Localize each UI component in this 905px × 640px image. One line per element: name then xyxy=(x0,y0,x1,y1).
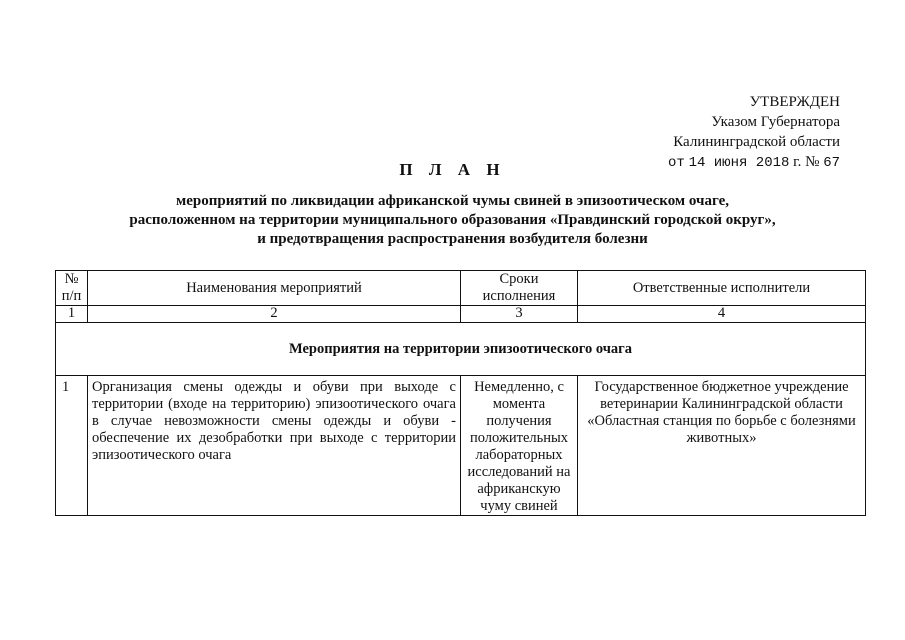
approval-date: 14 июня 2018 xyxy=(688,155,790,171)
approval-status: УТВЕРЖДЕН xyxy=(749,94,840,110)
column-number: 4 xyxy=(578,306,866,323)
document-title: П Л А Н xyxy=(399,160,506,179)
date-prefix: от xyxy=(668,155,685,171)
subtitle-line: и предотвращения распространения возбудителя болезни xyxy=(257,231,648,247)
section-row xyxy=(56,323,866,376)
header-name: Наименования мероприятий xyxy=(88,271,461,306)
row-term: Немедленно, с момента получения положительных лабораторных исследований на африканскую чуму свиней xyxy=(461,376,578,516)
section-title: Мероприятия на территории эпизоотического очага xyxy=(56,323,866,376)
document-subtitle xyxy=(60,192,845,249)
subtitle-line: расположенном на территории муниципального образования «Правдинский городской округ», xyxy=(129,212,776,228)
row-num: 1 xyxy=(56,376,88,516)
header-num: № п/п xyxy=(56,271,88,306)
table-header-row xyxy=(56,271,866,306)
column-number-row xyxy=(56,306,866,323)
column-number: 2 xyxy=(88,306,461,323)
subtitle-line: мероприятий по ликвидации африканской чумы свиней в эпизоотическом очаге, xyxy=(176,193,729,209)
approval-by: Указом Губернатора xyxy=(711,114,840,130)
column-number: 1 xyxy=(56,306,88,323)
decree-number: 67 xyxy=(823,155,840,171)
approval-region: Калининградской области xyxy=(673,134,840,150)
column-number: 3 xyxy=(461,306,578,323)
date-suffix: г. № xyxy=(793,154,820,170)
header-term: Сроки исполнения xyxy=(461,271,578,306)
row-responsible: Государственное бюджетное учреждение ветеринарии Калининградской области «Областная станция по борьбе с болезнями животных» xyxy=(578,376,866,516)
row-action: Организация смены одежды и обуви при выходе с территории (входе на территорию) эпизоотического очага в случае невозможности смены одежды и обуви - обеспечение их дезобработки при выходе с территории эпизоотического очага xyxy=(88,376,461,516)
header-resp: Ответственные исполнители xyxy=(578,271,866,306)
table-row xyxy=(56,376,866,516)
plan-table xyxy=(55,270,866,516)
